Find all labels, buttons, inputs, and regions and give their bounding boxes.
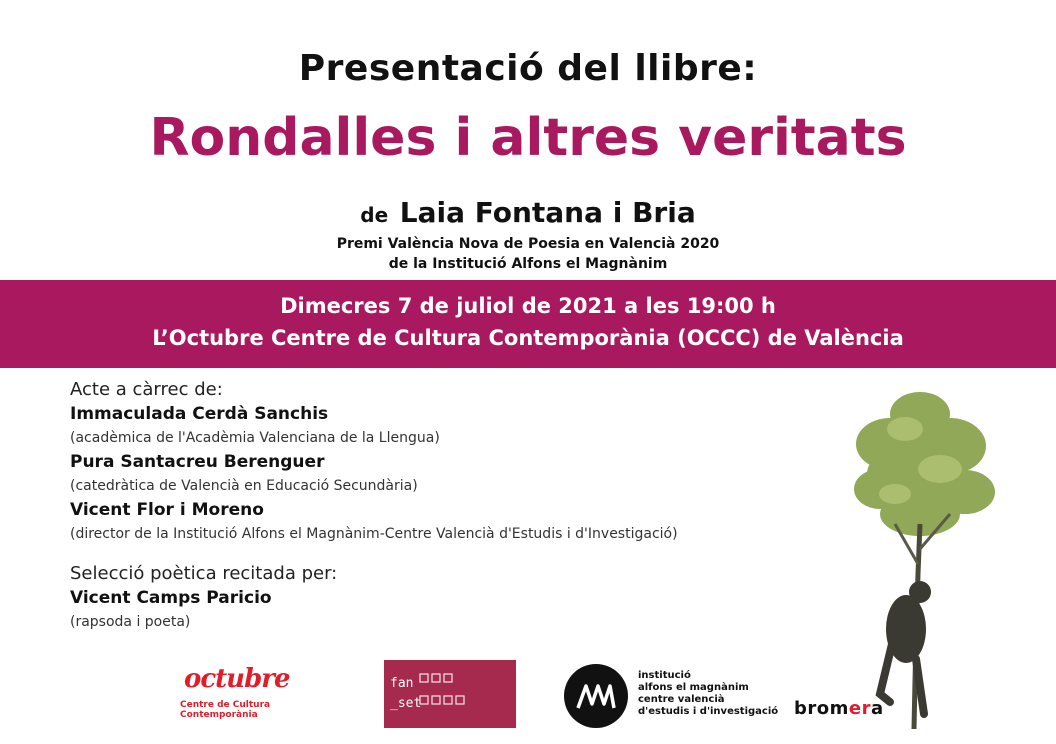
magnanim-logo [564, 664, 784, 728]
reader-role: (rapsoda i poeta) [70, 614, 191, 630]
speaker-name: Immaculada Cerdà Sanchis [70, 404, 329, 424]
speakers-heading: Acte a càrrec de: [70, 379, 223, 400]
author-line [0, 196, 1056, 229]
award-line-2: de la Institució Alfons el Magnànim [388, 256, 668, 272]
award-line-1: Premi València Nova de Poesia en Valencià 2020 [336, 236, 720, 252]
magnanim-text: institució alfons el magnànim centre valencià d'estudis i d'investigació [638, 670, 779, 717]
award-info [0, 234, 1056, 274]
reader-name: Vicent Camps Paricio [70, 588, 272, 608]
speaker-name: Pura Santacreu Berenguer [70, 452, 325, 472]
event-band [0, 280, 1056, 368]
author-prefix: de [360, 203, 389, 227]
speaker-role: (acadèmica de l'Acadèmia Valenciana de la Llengua) [70, 430, 440, 446]
octubre-subtitle: Centre de Cultura Contemporània [180, 700, 271, 720]
speaker-name: Vicent Flor i Moreno [70, 500, 264, 520]
reading-heading: Selecció poètica recitada per: [70, 563, 338, 584]
speaker-role: (catedràtica de Valencià en Educació Secundària) [70, 478, 418, 494]
event-venue: L’Octubre Centre de Cultura Contemporània (OCCC) de València [152, 326, 904, 350]
speaker-role: (director de la Institució Alfons el Magnànim-Centre Valencià d'Estudis i d'Investigació) [70, 526, 678, 542]
bromera-logo: bromera [794, 698, 884, 719]
program-section [70, 378, 830, 634]
fanset-glyphs [418, 670, 498, 714]
author-name: Laia Fontana i Bria [399, 196, 696, 229]
book-title: Rondalles i altres veritats [149, 108, 907, 168]
magnanim-logo-icon [564, 664, 628, 728]
octubre-brand: octubre [184, 664, 290, 694]
octubre-logo [180, 664, 340, 720]
pre-title: Presentació del llibre: [298, 48, 758, 89]
event-date: Dimecres 7 de juliol de 2021 a les 19:00 h [280, 294, 776, 318]
fanset-logo [384, 660, 516, 728]
fanset-wordmark: fan _set [390, 676, 422, 711]
tree-illustration [820, 374, 1020, 734]
